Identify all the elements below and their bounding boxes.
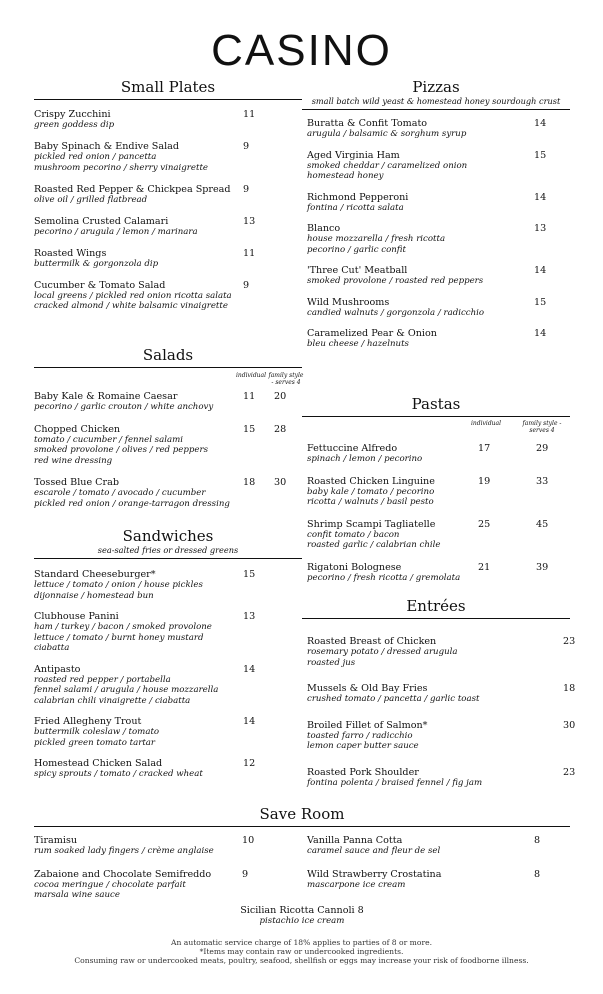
pizzas-list xyxy=(302,118,570,350)
menu-item-name: Buratta & Confit Tomato xyxy=(307,118,428,129)
menu-item-description: tomato / cucumber / fennel salami xyxy=(34,434,183,445)
menu-item-price-family: 30 xyxy=(274,477,287,488)
menu-item-description: marsala wine sauce xyxy=(34,890,120,900)
menu-item-price-family: 20 xyxy=(274,391,287,402)
footer-line-1: An automatic service charge of 18% applies to parties of 8 or more. xyxy=(171,938,432,947)
menu-item xyxy=(307,223,570,255)
menu-item-price: 11 xyxy=(243,391,256,402)
menu-item xyxy=(34,248,302,270)
menu-item-price: 11 xyxy=(243,247,256,259)
menu-item xyxy=(34,280,302,312)
cannoli-item xyxy=(34,905,570,927)
menu-item-price: 18 xyxy=(563,683,576,694)
menu-item-description: fennel salami / arugula / house mozzarella xyxy=(34,685,219,695)
pastas-family-header: family style - serves 4 xyxy=(522,420,562,434)
pastas-individual-header: individual xyxy=(470,420,502,427)
menu-item-description: house mozzarella / fresh ricotta xyxy=(307,234,446,244)
menu-item-price: 14 xyxy=(534,328,547,339)
save-room-section xyxy=(34,805,570,926)
menu-item-name: Mussels & Old Bay Fries xyxy=(307,683,428,694)
menu-item-name: Rigatoni Bolognese xyxy=(307,561,402,573)
menu-item-description: mushroom pecorino / sherry vinaigrette xyxy=(34,162,208,173)
menu-item-price: 14 xyxy=(243,663,256,675)
menu-item-description: smoked cheddar / caramelized onion xyxy=(307,160,468,171)
footer-line-2: *Items may contain raw or undercooked ingredients. xyxy=(199,947,404,956)
sandwiches-subtitle: sea-salted fries or dressed greens xyxy=(97,545,239,555)
menu-item-name: Caramelized Pear & Onion xyxy=(307,328,437,339)
menu-item-price: 21 xyxy=(478,561,491,573)
menu-item-price: 15 xyxy=(243,423,256,435)
menu-item-description: ham / turkey / bacon / smoked provolone xyxy=(34,622,212,632)
menu-item xyxy=(307,443,570,465)
menu-item-name: Roasted Wings xyxy=(34,247,107,259)
pastas-list xyxy=(302,443,570,583)
menu-item-price: 11 xyxy=(243,109,256,120)
menu-item xyxy=(307,636,576,668)
menu-item-description: pickled red onion / orange-tarragon dressing xyxy=(34,498,230,509)
menu-item-price: 18 xyxy=(243,477,256,488)
sandwiches-rule xyxy=(34,558,302,559)
menu-item-name: Homestead Chicken Salad xyxy=(34,758,163,769)
menu-item-description: roasted red pepper / portabella xyxy=(34,674,171,685)
menu-item-description: buttermilk coleslaw / tomato xyxy=(34,727,160,737)
save-room-left xyxy=(34,835,269,913)
menu-item-description: lettuce / tomato / onion / house pickles xyxy=(34,580,203,590)
menu-item-name: Antipasto xyxy=(34,663,81,675)
menu-item-name: Roasted Breast of Chicken xyxy=(307,636,437,647)
menu-item-description: pecorino / garlic confit xyxy=(307,244,406,255)
menu-item xyxy=(307,835,570,857)
menu-item xyxy=(34,758,302,780)
menu-item-price: 15 xyxy=(534,296,547,308)
menu-item-description: pecorino / garlic crouton / white anchovy xyxy=(34,402,214,412)
menu-item-description: cocoa meringue / chocolate parfait xyxy=(34,879,186,890)
menu-item xyxy=(34,391,302,413)
save-room-right xyxy=(307,835,570,902)
menu-item-description: cracked almond / white balsamic vinaigrette xyxy=(34,301,228,311)
menu-item-description: escarole / tomato / avocado / cucumber xyxy=(34,488,206,498)
menu-item-price: 25 xyxy=(478,518,491,530)
menu-item-description: rosemary potato / dressed arugula xyxy=(307,647,458,657)
menu-item xyxy=(34,716,302,748)
menu-item-description: homestead honey xyxy=(307,171,384,181)
menu-item-price: 8 xyxy=(534,868,541,880)
salads-family-header: family style - serves 4 xyxy=(268,372,304,386)
menu-item-description: pickled red onion / pancetta xyxy=(34,152,157,162)
menu-item xyxy=(307,192,570,214)
menu-item-description: buttermilk & gorgonzola dip xyxy=(34,258,159,269)
save-room-title: Save Room xyxy=(259,805,345,823)
menu-item-price: 13 xyxy=(243,215,256,227)
menu-item xyxy=(34,109,302,131)
menu-item xyxy=(307,719,576,752)
menu-item-price-family: 39 xyxy=(536,561,549,573)
menu-item-name: Aged Virginia Ham xyxy=(307,149,400,161)
menu-item-name: Roasted Pork Shoulder xyxy=(307,766,419,778)
menu-item xyxy=(34,664,302,707)
menu-item-price-family: 28 xyxy=(274,423,287,435)
menu-item-name: Semolina Crusted Calamari xyxy=(34,215,169,227)
menu-item-description: spinach / lemon / pecorino xyxy=(307,454,423,464)
menu-item-price: 30 xyxy=(563,719,576,731)
menu-item-description: pecorino / fresh ricotta / gremolata xyxy=(307,572,461,583)
menu-item-price: 8 xyxy=(534,835,541,846)
menu-item-name: Vanilla Panna Cotta xyxy=(307,835,403,846)
menu-item xyxy=(307,265,570,287)
sandwiches-title: Sandwiches xyxy=(122,527,214,545)
menu-item-name: Richmond Pepperoni xyxy=(307,191,409,203)
menu-item-description: fontina polenta / braised fennel / fig jam xyxy=(307,777,483,788)
menu-item xyxy=(307,562,570,584)
pastas-section xyxy=(302,395,570,594)
pizzas-title: Pizzas xyxy=(412,78,460,96)
salads-title: Salads xyxy=(142,346,194,364)
menu-item-price: 13 xyxy=(534,223,547,234)
menu-item-description: dijonnaise / homestead bun xyxy=(34,590,154,601)
menu-item-description: fontina / ricotta salata xyxy=(307,202,404,213)
menu-item-description: green goddess dip xyxy=(34,120,115,130)
menu-item xyxy=(34,216,302,238)
menu-item-description: mascarpone ice cream xyxy=(307,879,406,890)
menu-item xyxy=(307,118,570,140)
menu-item xyxy=(307,766,576,789)
small-plates-list xyxy=(34,109,302,312)
menu-item-name: Crispy Zucchini xyxy=(34,109,111,120)
pastas-rule xyxy=(302,416,570,417)
menu-item xyxy=(307,297,570,319)
menu-item-price: 9 xyxy=(243,183,250,195)
menu-item xyxy=(34,184,302,206)
menu-item-name: Blanco xyxy=(307,223,341,234)
menu-item-price: 14 xyxy=(534,265,547,276)
menu-item-description: lemon caper butter sauce xyxy=(307,741,419,751)
menu-item-name: Baby Kale & Romaine Caesar xyxy=(34,391,178,402)
menu-item-name: Cucumber & Tomato Salad xyxy=(34,279,166,291)
menu-item-price: 15 xyxy=(534,149,547,161)
pastas-title: Pastas xyxy=(411,395,461,413)
menu-item-price: 9 xyxy=(243,279,250,291)
menu-item-name: 'Three Cut' Meatball xyxy=(307,265,408,276)
menu-item-name: Fettuccine Alfredo xyxy=(307,443,398,454)
menu-item-description: crushed tomato / pancetta / garlic toast xyxy=(307,694,480,704)
menu-item-price: 17 xyxy=(478,443,491,454)
menu-item-price: 14 xyxy=(243,716,256,727)
menu-item-price-family: 33 xyxy=(536,475,549,487)
menu-item-name: Wild Mushrooms xyxy=(307,296,390,308)
menu-item-price: 15 xyxy=(243,569,256,580)
menu-item-price: 14 xyxy=(534,191,547,203)
menu-item xyxy=(307,328,570,350)
menu-item-name: Wild Strawberry Crostatina xyxy=(307,868,442,880)
menu-item-name: Roasted Chicken Linguine xyxy=(307,475,435,487)
cannoli-name: Sicilian Ricotta Cannoli 8 xyxy=(240,905,364,916)
menu-item-description: candied walnuts / gorgonzola / radicchio xyxy=(307,307,485,318)
pizzas-rule xyxy=(302,109,570,110)
footer-line-3: Consuming raw or undercooked meats, poultry, seafood, shellfish or eggs may increase your risk of foodborne illness. xyxy=(74,956,529,965)
menu-item-description: spicy sprouts / tomato / cracked wheat xyxy=(34,769,203,779)
menu-item-name: Tiramisu xyxy=(34,835,78,846)
salads-individual-header: individual xyxy=(235,372,267,379)
pizzas-section xyxy=(302,78,570,360)
menu-item-description: caramel sauce and fleur de sel xyxy=(307,846,441,856)
menu-item xyxy=(307,476,570,508)
menu-item-description: lettuce / tomato / burnt honey mustard xyxy=(34,632,204,643)
menu-item xyxy=(34,141,302,173)
menu-item-price: 12 xyxy=(243,758,256,769)
menu-item-name: Standard Cheeseburger* xyxy=(34,569,156,580)
menu-item-price: 9 xyxy=(242,868,249,880)
menu-item xyxy=(307,150,570,182)
menu-item-description: baby kale / tomato / pecorino xyxy=(307,486,435,497)
menu-item-description: calabrian chili vinaigrette / ciabatta xyxy=(34,695,191,706)
menu-item-name: Clubhouse Panini xyxy=(34,611,119,622)
menu-item-name: Baby Spinach & Endive Salad xyxy=(34,141,180,152)
entrees-list xyxy=(302,636,576,788)
menu-item xyxy=(34,569,302,601)
menu-item-description: rum soaked lady fingers / crème anglaise xyxy=(34,846,214,856)
menu-item-name: Fried Allegheny Trout xyxy=(34,716,142,727)
menu-item-description: pecorino / arugula / lemon / marinara xyxy=(34,226,198,237)
entrees-title: Entrées xyxy=(406,597,466,615)
menu-item-name: Broiled Fillet of Salmon* xyxy=(307,719,428,731)
entrees-section xyxy=(302,597,576,803)
small-plates-rule xyxy=(34,99,302,100)
salads-section xyxy=(34,346,302,520)
menu-item-description: pickled green tomato tartar xyxy=(34,737,156,748)
menu-item-price: 19 xyxy=(478,475,491,487)
menu-item-price: 9 xyxy=(243,141,250,152)
menu-item-description: olive oil / grilled flatbread xyxy=(34,194,148,205)
menu-item xyxy=(34,477,302,509)
salads-list xyxy=(34,391,302,509)
menu-item-name: Shrimp Scampi Tagliatelle xyxy=(307,518,436,530)
menu-item-price: 13 xyxy=(243,611,256,622)
menu-item-name: Zabaione and Chocolate Semifreddo xyxy=(34,868,212,880)
sandwiches-list xyxy=(34,569,302,780)
menu-item-price: 23 xyxy=(563,636,576,647)
menu-item-description: bleu cheese / hazelnuts xyxy=(307,339,409,349)
menu-item-description: arugula / balsamic & sorghum syrup xyxy=(307,129,467,139)
menu-item xyxy=(307,683,576,705)
save-room-rule xyxy=(34,826,570,827)
menu-item-description: confit tomato / bacon xyxy=(307,529,400,540)
pizzas-subtitle: small batch wild yeast & homestead honey sourdough crust xyxy=(311,96,561,106)
menu-item xyxy=(34,611,302,654)
menu-item-name: Roasted Red Pepper & Chickpea Spread xyxy=(34,183,231,195)
menu-item xyxy=(307,519,570,551)
menu-item-description: roasted garlic / calabrian chile xyxy=(307,540,441,550)
entrees-rule xyxy=(302,618,570,619)
menu-item-description: local greens / pickled red onion ricotta salata xyxy=(34,290,232,301)
menu-item xyxy=(34,869,269,901)
menu-item-price-family: 29 xyxy=(536,443,549,454)
left-column xyxy=(34,78,302,322)
sandwiches-section xyxy=(34,527,302,790)
small-plates-title: Small Plates xyxy=(120,78,216,96)
menu-item xyxy=(307,869,570,891)
menu-item-name: Chopped Chicken xyxy=(34,423,121,435)
menu-item-price: 23 xyxy=(563,766,576,778)
menu-item-price: 14 xyxy=(534,118,547,129)
menu-item-description: ciabatta xyxy=(34,643,70,653)
menu-item-description: smoked provolone / olives / red peppers xyxy=(34,445,208,455)
menu-item-description: ricotta / walnuts / basil pesto xyxy=(307,497,434,507)
cannoli-desc: pistachio ice cream xyxy=(259,916,345,926)
menu-item-description: red wine dressing xyxy=(34,455,113,466)
menu-item xyxy=(34,424,302,467)
menu-item-description: roasted jus xyxy=(307,657,356,668)
menu-item-description: smoked provolone / roasted red peppers xyxy=(307,276,484,286)
menu-item-price-family: 45 xyxy=(536,518,549,530)
menu-item xyxy=(34,835,269,857)
salads-rule xyxy=(34,367,302,368)
menu-item-name: Tossed Blue Crab xyxy=(34,477,119,488)
menu-item-description: toasted farro / radicchio xyxy=(307,730,413,741)
menu-item-price: 10 xyxy=(242,835,255,846)
restaurant-title: CASINO xyxy=(211,26,392,75)
